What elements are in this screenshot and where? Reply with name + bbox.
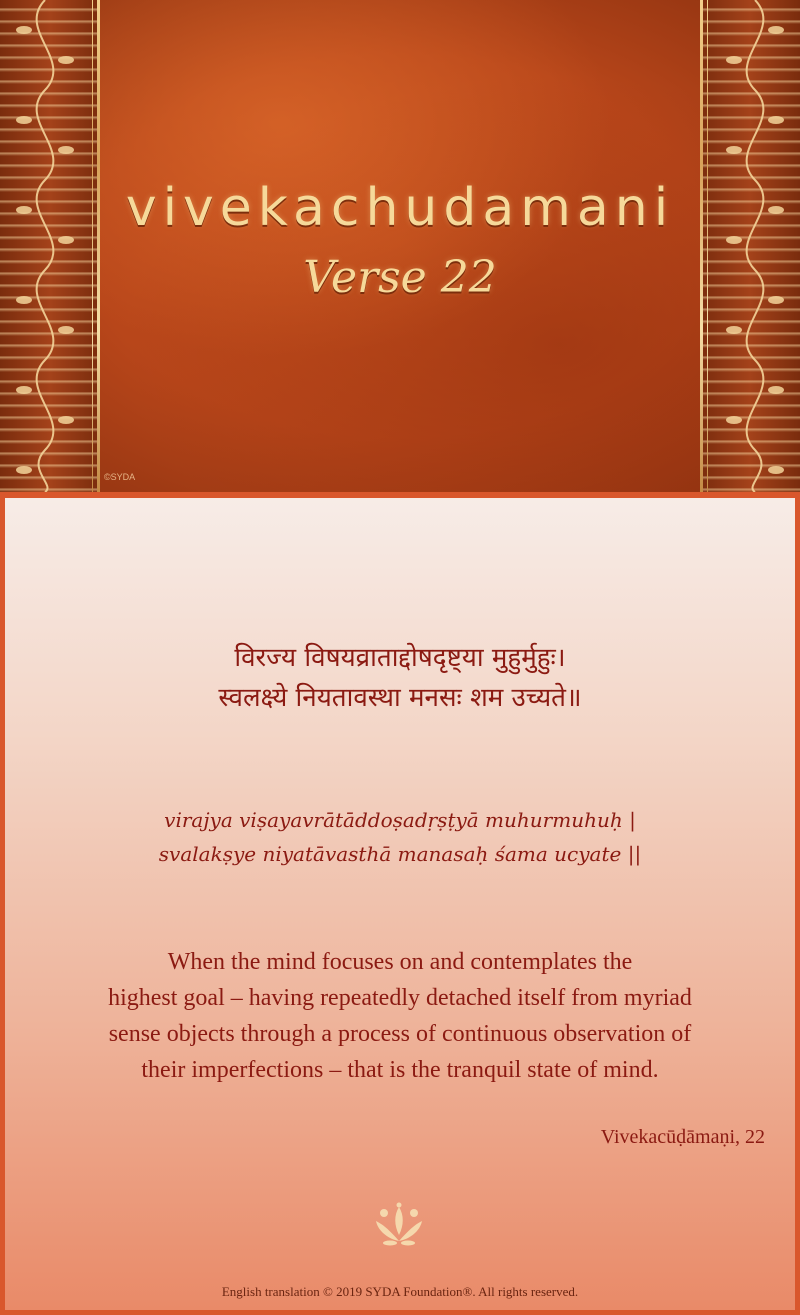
gold-rule-thin [92, 0, 93, 492]
image-copyright: ©SYDA [104, 472, 136, 482]
banner-subtitle: Verse 22 [303, 252, 497, 303]
vine-pattern-icon [6, 0, 84, 492]
verse-card [5, 498, 795, 1310]
transliteration-line-2: svalakṣye niyatāvasthā manasaḥ śama ucyate || [158, 842, 642, 866]
gold-rule [700, 0, 703, 492]
header-banner [0, 0, 800, 492]
left-ornamental-border [0, 0, 100, 492]
translation-line-4: their imperfections – that is the tranquil state of mind. [141, 1057, 659, 1083]
sanskrit-line-1: विरज्य विषयव्राताद्दोषदृष्ट्या मुहुर्मुहुः। [234, 643, 566, 673]
transliteration-line-1: virajya viṣayavrātāddoṣadṛṣṭyā muhurmuhuḥ | [164, 808, 636, 832]
translation-line-2: highest goal – having repeatedly detached itself from myriad [108, 985, 692, 1011]
transliteration [5, 803, 795, 871]
vine-pattern-icon [716, 0, 794, 492]
banner-title: vivekachudamani [125, 178, 675, 238]
english-translation [45, 944, 755, 1088]
gold-rule [97, 0, 100, 492]
floral-ornament-icon [370, 1201, 428, 1247]
translation-line-3: sense objects through a process of continuous observation of [108, 1021, 692, 1047]
verse-citation: Vivekacūḍāmaṇi, 22 [600, 1126, 765, 1148]
footer-copyright: English translation © 2019 SYDA Foundation®. All rights reserved. [221, 1284, 579, 1299]
sanskrit-line-2: स्वलक्ष्ये नियतावस्था मनसः शम उच्यते॥ [218, 683, 582, 713]
translation-line-1: When the mind focuses on and contemplates the [167, 949, 633, 975]
gold-rule-thin [707, 0, 708, 492]
sanskrit-verse [5, 638, 795, 718]
right-ornamental-border [700, 0, 800, 492]
